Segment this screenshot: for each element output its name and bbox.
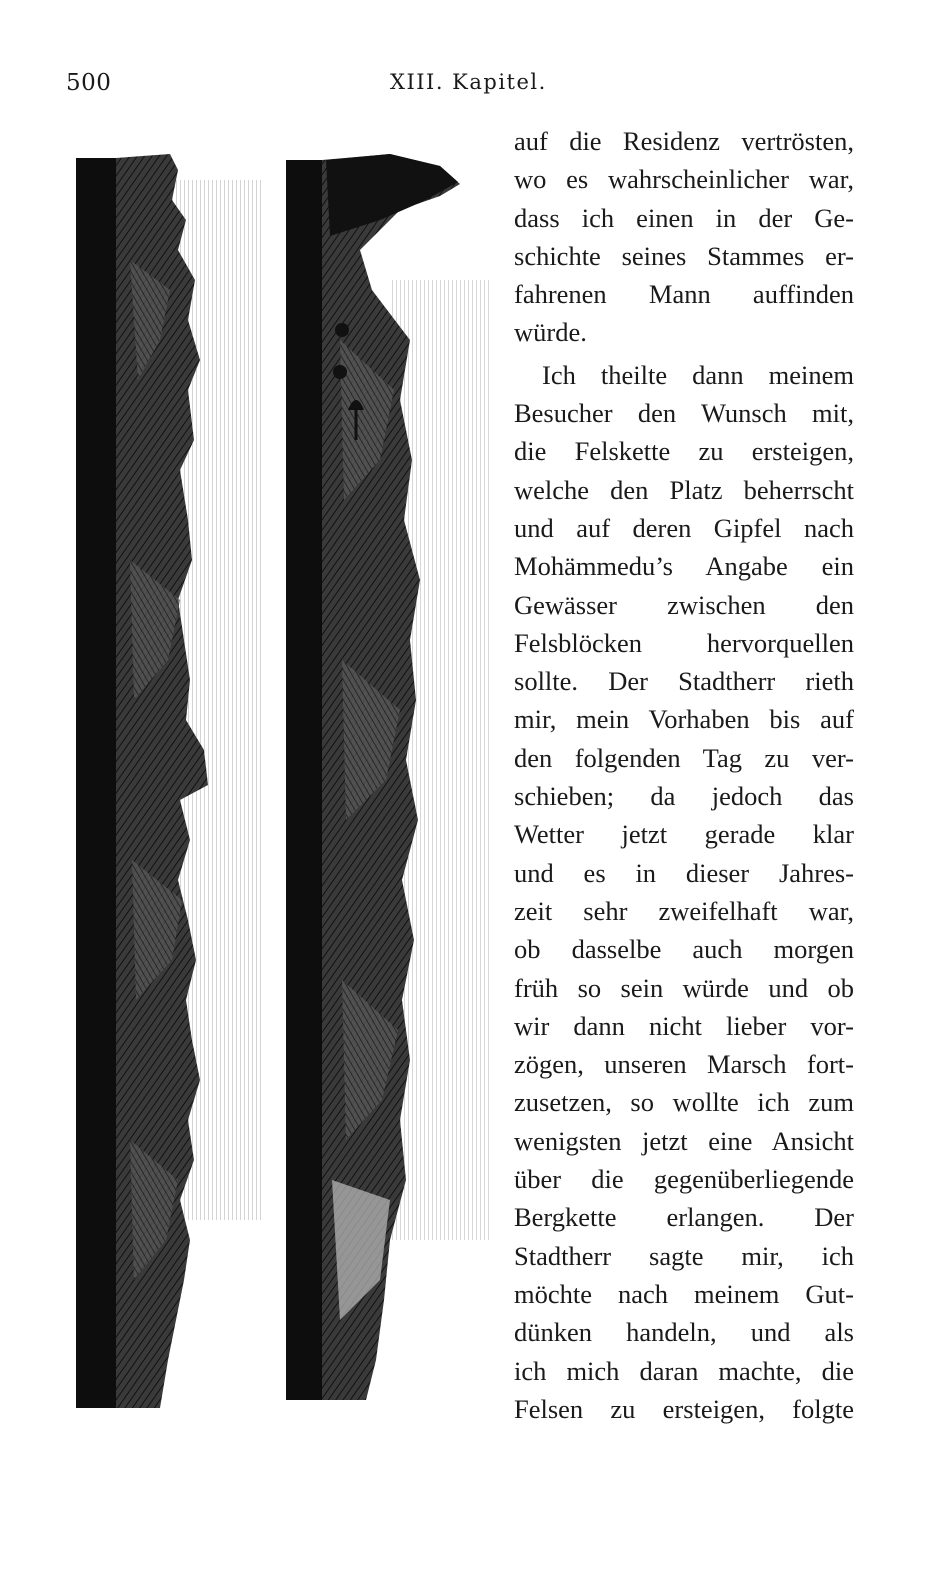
text-line: wo es wahrscheinlicher war, [514, 164, 854, 195]
text-line: fahrenen Mann auffinden [514, 279, 854, 310]
text-line: Gewässer zwischen den [514, 589, 854, 620]
text-line: mir, mein Vorhaben bis auf [514, 704, 854, 735]
text-line: dass ich einen in der Ge- [514, 202, 854, 233]
text-line: ob dasselbe auch morgen [514, 934, 854, 965]
running-title: XIII. Kapitel. [390, 70, 547, 94]
text-line: dünken handeln, und als [514, 1317, 854, 1348]
text-line: Wetter jetzt gerade klar [514, 819, 854, 850]
rock-cliff-engraving-icon [60, 140, 500, 1420]
text-line: wenigsten jetzt eine Ansicht [514, 1125, 854, 1156]
text-line: und es in dieser Jahres- [514, 857, 854, 888]
text-line: schichte seines Stammes er- [514, 240, 854, 271]
text-line: Mohämmedu’s Angabe ein [514, 551, 854, 582]
text-line: möchte nach meinem Gut- [514, 1278, 854, 1309]
text-line: zeit sehr zweifelhaft war, [514, 895, 854, 926]
text-line: sollte. Der Stadtherr rieth [514, 666, 854, 697]
text-line: zusetzen, so wollte ich zum [514, 1087, 854, 1118]
page-number: 500 [66, 70, 112, 96]
body-text [514, 122, 854, 1428]
text-line: früh so sein würde und ob [514, 972, 854, 1003]
text-line: Besucher den Wunsch mit, [514, 398, 854, 429]
text-line: Felsblöcken hervorquellen [514, 627, 854, 658]
text-line: die Felskette zu ersteigen, [514, 436, 854, 467]
text-line: Felsen zu ersteigen, folgte [514, 1393, 854, 1424]
text-line: den folgenden Tag zu ver- [514, 742, 854, 773]
text-line: auf die Residenz vertrösten, [514, 126, 854, 156]
text-line: zögen, unseren Marsch fort- [514, 1049, 854, 1080]
text-line: wir dann nicht lieber vor- [514, 1010, 854, 1041]
paragraph-first-line: Ich theilte dann meinem [542, 359, 854, 390]
text-line: Stadtherr sagte mir, ich [514, 1240, 854, 1271]
text-line: und auf deren Gipfel nach [514, 512, 854, 543]
text-line: welche den Platz beherrscht [514, 474, 854, 505]
text-line: würde. [514, 317, 587, 348]
text-line: Bergkette erlangen. Der [514, 1202, 854, 1233]
text-line: schieben; da jedoch das [514, 781, 854, 812]
text-line: über die gegenüberliegende [514, 1164, 854, 1195]
text-line: ich mich daran machte, die [514, 1355, 854, 1386]
